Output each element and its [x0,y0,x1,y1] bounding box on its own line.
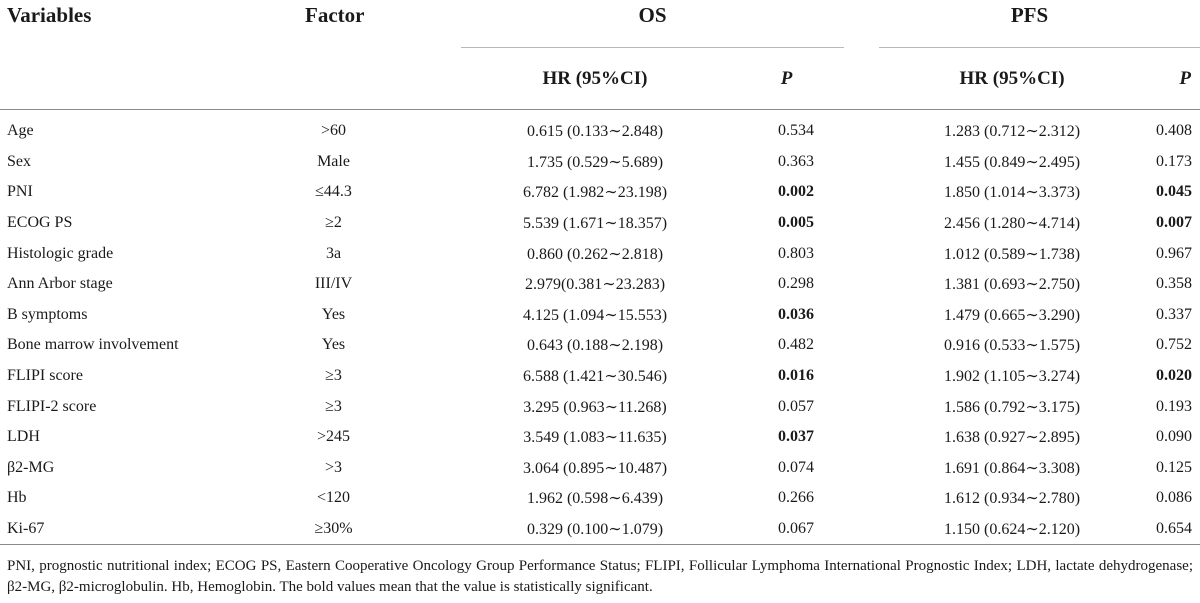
cell-factor: ≤44.3 [315,183,352,201]
cell-os-hr: 1.735 (0.529∼5.689) [526,153,664,171]
cell-os-hr: 6.782 (1.982∼23.198) [522,184,668,202]
cell-os-p: 0.266 [778,489,815,507]
cell-variable: Ann Arbor stage [7,275,113,293]
cell-pfs-hr: 1.381 (0.693∼2.750) [943,276,1081,294]
table-row [0,330,1200,361]
cell-pfs-p: 0.125 [1156,458,1193,476]
header-row-1 [0,0,1200,48]
cell-os-p: 0.363 [778,152,815,170]
cell-os-p: 0.016 [778,367,815,385]
cell-variable: Ki-67 [0,514,258,545]
cell-pfs-hr: 1.283 (0.712∼2.312) [943,123,1081,141]
cell-variable: ECOG PS [7,214,73,232]
table-row [0,269,1200,300]
cell-os-p: 0.298 [778,275,815,293]
cell-pfs-p: 0.086 [1156,489,1193,507]
cell-pfs-hr: 1.479 (0.665∼3.290) [943,306,1081,324]
cell-os-p: 0.057 [778,397,815,415]
cell-pfs-hr: 1.586 (0.792∼3.175) [943,398,1081,416]
cell-variable: Bone marrow involvement [7,336,179,354]
cell-factor: ≥2 [325,214,342,232]
cell-variable: β2-MG [7,458,55,476]
table-row [0,177,1200,208]
cell-os-p: 0.067 [729,514,844,545]
table-row [0,391,1200,422]
cell-os-hr: 0.615 (0.133∼2.848) [526,123,664,141]
cell-pfs-hr: 1.150 (0.624∼2.120) [879,514,1145,545]
cell-factor: Yes [321,305,346,323]
cell-variable: FLIPI score [7,367,83,385]
cell-os-p: 0.037 [778,428,815,446]
cell-variable: PNI [7,183,33,201]
cell-pfs-hr: 1.850 (1.014∼3.373) [943,184,1081,202]
cell-pfs-p: 0.408 [1156,122,1193,140]
cell-os-hr: 3.064 (0.895∼10.487) [522,459,668,477]
header-os: OS [461,0,844,48]
table-row [0,514,1200,545]
cell-pfs-p: 0.007 [1156,214,1193,232]
header-os-hr: HR (95%CI) [461,48,729,110]
table-body [0,110,1200,545]
cell-pfs-hr: 1.612 (0.934∼2.780) [943,490,1081,508]
cell-os-hr: 0.643 (0.188∼2.198) [526,337,664,355]
header-pfs-p: P [1145,48,1200,110]
cell-variable: Age [7,122,34,140]
cell-os-hr: 0.860 (0.262∼2.818) [526,245,664,263]
cell-factor: ≥3 [325,397,342,415]
table-row [0,238,1200,269]
cell-variable: Hb [7,489,27,507]
header-variables: Variables [7,3,92,27]
cell-os-p: 0.482 [778,336,815,354]
cell-pfs-p: 0.193 [1156,397,1193,415]
header-blank-factor [258,48,461,110]
cell-os-hr: 0.329 (0.100∼1.079) [461,514,729,545]
cell-pfs-hr: 1.902 (1.105∼3.274) [943,368,1081,386]
header-blank-gap [844,48,879,110]
cell-pfs-p: 0.173 [1156,152,1193,170]
cell-os-p: 0.036 [778,305,815,323]
cell-factor: ≥3 [325,367,342,385]
header-row-2 [0,48,1200,110]
cell-variable: Histologic grade [7,244,114,262]
table-footnote: PNI, prognostic nutritional index; ECOG PS, Eastern Cooperative Oncology Group Performance Status; FLIPI, Follicular Lymphoma International Prognostic Index; LDH, lactate dehydrogenase; β2-MG, β2-microglobulin. Hb, Hemoglobin. The bold values mean that the value is statistically significant. [7,558,1193,595]
cell-factor: >60 [320,122,347,140]
cell-pfs-p: 0.045 [1156,183,1193,201]
cell-os-hr: 2.979(0.381∼23.283) [524,276,666,294]
cell-factor: >245 [316,428,351,446]
header-gap [844,0,879,48]
cell-factor: 3a [325,244,342,262]
cell-factor: <120 [316,489,351,507]
cell-factor: >3 [324,458,343,476]
cell-os-p: 0.002 [778,183,815,201]
cell-factor: ≥30% [258,514,461,545]
cell-os-p: 0.803 [778,244,815,262]
header-pfs: PFS [879,0,1200,48]
cell-variable: B symptoms [7,305,88,323]
cell-pfs-hr: 0.916 (0.533∼1.575) [943,337,1081,355]
cell-variable: LDH [7,428,40,446]
cell-os-hr: 1.962 (0.598∼6.439) [526,490,664,508]
cell-pfs-hr: 2.456 (1.280∼4.714) [943,215,1081,233]
cell-pfs-p: 0.020 [1156,367,1193,385]
cell-pfs-p: 0.090 [1156,428,1193,446]
cell-variable: Sex [7,152,31,170]
header-blank-variables [0,48,258,110]
table-row [0,300,1200,331]
cell-os-hr: 3.295 (0.963∼11.268) [523,398,667,416]
header-os-p: P [729,48,844,110]
header-factor: Factor [305,3,365,27]
cell-os-hr: 4.125 (1.094∼15.553) [522,306,668,324]
header-pfs-hr: HR (95%CI) [879,48,1145,110]
cell-os-hr: 3.549 (1.083∼11.635) [523,429,667,447]
cell-os-p: 0.534 [778,122,815,140]
cell-os-hr: 6.588 (1.421∼30.546) [522,368,668,386]
table-row [0,110,1200,147]
cell-pfs-p: 0.337 [1156,305,1193,323]
table-row [0,147,1200,178]
table-row [0,361,1200,392]
cell-os-hr: 5.539 (1.671∼18.357) [522,215,668,233]
table-row [0,422,1200,453]
cell-pfs-hr: 1.455 (0.849∼2.495) [943,153,1081,171]
cell-pfs-p: 0.654 [1145,514,1200,545]
cell-pfs-p: 0.967 [1156,244,1193,262]
cell-pfs-hr: 1.691 (0.864∼3.308) [943,459,1081,477]
cell-pfs-p: 0.752 [1156,336,1193,354]
table-row [0,453,1200,484]
cell-pfs-p: 0.358 [1156,275,1193,293]
cell-pfs-hr: 1.012 (0.589∼1.738) [943,245,1081,263]
table-row [0,483,1200,514]
table-row [0,208,1200,239]
cell-pfs-hr: 1.638 (0.927∼2.895) [943,429,1081,447]
cell-factor: Male [317,152,350,170]
cell-factor: Yes [321,336,346,354]
cell-os-p: 0.074 [778,458,815,476]
cell-variable: FLIPI-2 score [7,397,97,415]
cell-os-p: 0.005 [778,214,815,232]
cell-factor: III/IV [314,275,353,293]
